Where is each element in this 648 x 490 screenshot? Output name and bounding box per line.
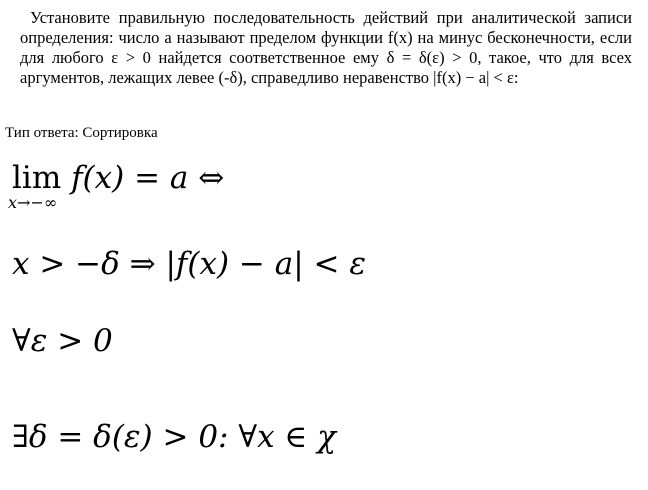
implication-expression: x > −δ ⇒ |f(x) − a| < ε	[12, 246, 367, 282]
limit-subscript: x→−∞	[8, 193, 58, 212]
for-all-epsilon-expression: ∀ε > 0	[12, 323, 113, 359]
exists-delta-expression: ∃δ = δ(ε) > 0: ∀x ∈ χ	[12, 419, 336, 455]
answer-type-label: Тип ответа: Сортировка	[5, 125, 158, 141]
sort-item-exists-delta[interactable]	[12, 419, 336, 455]
sort-item-for-all-epsilon[interactable]	[12, 323, 113, 359]
limit-expression: f(x) = a ⇔	[61, 160, 225, 196]
sort-item-implication[interactable]	[12, 246, 366, 282]
sort-item-limit-definition[interactable]	[8, 160, 225, 212]
limit-operator: lim	[12, 160, 62, 196]
question-text: Установите правильную последовательность действий при аналитической записи определения: число a называют пределом функции f(x) на минус бесконечности, если для любого ε > 0 найдется соответственное ему δ = δ(ε) > 0, такое, что для всех аргументов, лежащих левее (-δ), справедливо неравенство |f(x) − a| < ε:	[20, 8, 632, 87]
